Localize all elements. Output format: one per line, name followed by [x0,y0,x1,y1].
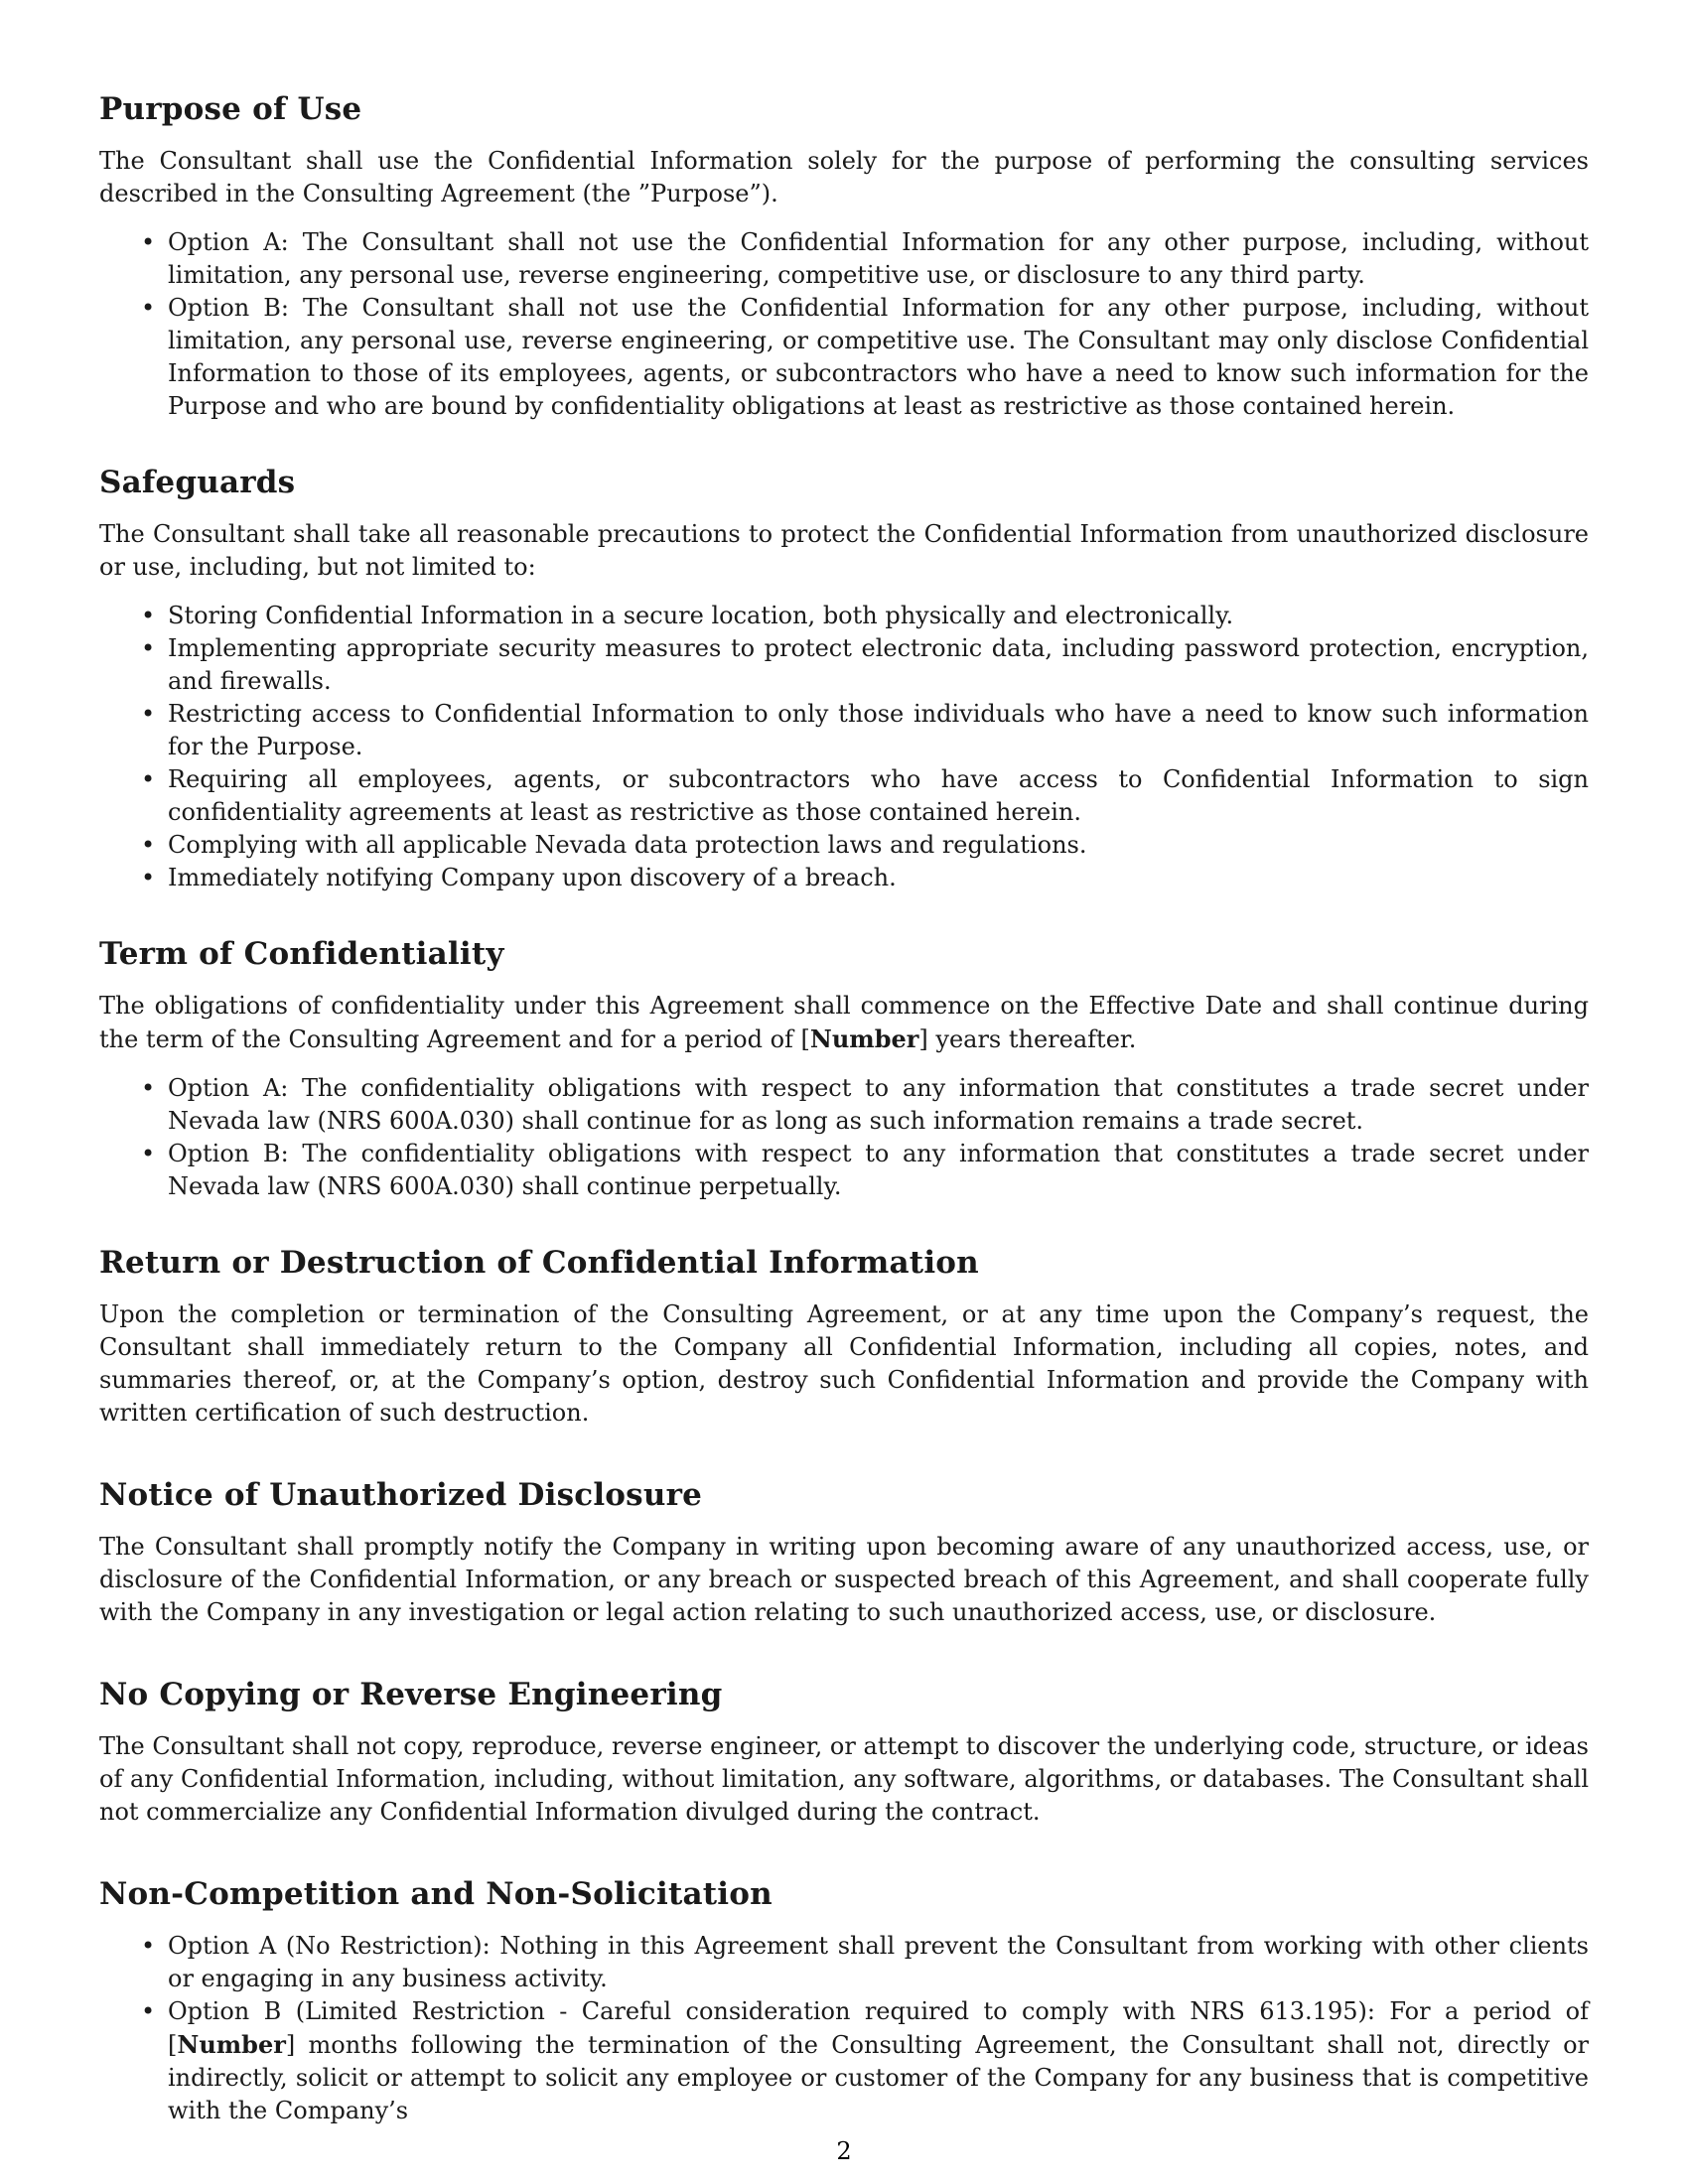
section-return-or-destruction [99,1243,1589,1430]
section-heading: Notice of Unauthorized Disclosure [99,1477,703,1513]
list-item: • Restricting access to Confidential Information to only those individuals who have a need to know such information for the Purpose. [168,698,1589,763]
bullet-list [99,226,1589,423]
section-heading: Return or Destruction of Confidential Information [99,1245,979,1281]
section-term-of-confidentiality [99,934,1589,1203]
paragraph-text: ] years thereafter. [918,1025,1137,1053]
number-placeholder: Number [177,2030,286,2059]
paragraph-text: The obligations of confidentiality under this Agreement shall commence on the Effective Date and shall continue during the term of the Consulting Agreement and for a period of [ [99,992,1589,1053]
section-safeguards [99,463,1589,894]
section-no-copying [99,1675,1589,1829]
section-paragraph: The Consultant shall take all reasonable precautions to protect the Confidential Information from unauthorized disclosure or use, including, but not limited to: [99,520,1589,581]
list-item: • Requiring all employees, agents, or subcontractors who have access to Confidential Information to sign confidentiality agreements at least as restrictive as those contained herein. [168,763,1589,829]
list-item: • Implementing appropriate security measures to protect electronic data, including password protection, encryption, and firewalls. [168,632,1589,698]
list-item: • Immediately notifying Company upon discovery of a breach. [168,862,1589,894]
section-heading: Safeguards [99,465,296,500]
section-purpose-of-use [99,89,1589,423]
section-paragraph: The Consultant shall promptly notify the Company in writing upon becoming aware of any unauthorized access, use, or disclosure of the Confidential Information, or any breach or suspected breach of this Agreement, and shall cooperate fully with the Company in any investigation or legal action relating to such unauthorized access, use, or disclosure. [99,1533,1589,1626]
list-item-text: ] months following the termination of the Consulting Agreement, the Consultant shall not, directly or indirectly, solicit or attempt to solicit any employee or customer of the Company for any business that is competitive with the Company’s [168,2031,1589,2124]
list-item: • Option A (No Restriction): Nothing in this Agreement shall prevent the Consultant from working with other clients or engaging in any business activity. [168,1930,1589,1995]
list-item-text: Option B (Limited Restriction - Careful consideration required to comply with NRS 613.195): For a period of [ [168,1997,1589,2059]
list-item: • Option A: The Consultant shall not use the Confidential Information for any other purpose, including, without limitation, any personal use, reverse engineering, competitive use, or disclosure to any third party. [168,226,1589,292]
number-placeholder: Number [809,1024,919,1053]
list-item: • Option B: The confidentiality obligations with respect to any information that constitutes a trade secret under Nevada law (NRS 600A.030) shall continue perpetually. [168,1138,1589,1203]
section-paragraph: The Consultant shall not copy, reproduce, reverse engineer, or attempt to discover the underlying code, structure, or ideas of any Confidential Information, including, without limitation, any software, algorithms, or databases. The Consultant shall not commercialize any Confidential Information divulged during the contract. [99,1732,1589,1826]
section-notice-of-unauthorized-disclosure [99,1475,1589,1629]
bullet-list [99,1072,1589,1203]
section-non-competition [99,1874,1589,2127]
section-heading: Purpose of Use [99,91,362,127]
list-item: • Complying with all applicable Nevada data protection laws and regulations. [168,829,1589,862]
list-item [168,1995,1589,2127]
list-item: • Option B: The Consultant shall not use the Confidential Information for any other purpose, including, without limitation, any personal use, reverse engineering, or competitive use. The Consultant may only disclose Confidential Information to those of its employees, agents, or subcontractors who have a need to know such information for the Purpose and who are bound by confidentiality obligations at least as restrictive as those contained herein. [168,292,1589,423]
section-paragraph: Upon the completion or termination of the Consulting Agreement, or at any time upon the Company’s request, the Consultant shall immediately return to the Company all Confidential Information, including all copies, notes, and summaries thereof, or, at the Company’s option, destroy such Confidential Information and provide the Company with written certification of such destruction. [99,1300,1589,1427]
bullet-list [99,1930,1589,2127]
section-paragraph [99,990,1589,1056]
section-paragraph: The Consultant shall use the Confidential Information solely for the purpose of performing the consulting services described in the Consulting Agreement (the ”Purpose”). [99,147,1589,207]
section-heading: No Copying or Reverse Engineering [99,1677,723,1712]
page-number: 2 [836,2137,852,2165]
section-heading: Term of Confidentiality [99,936,504,972]
bullet-list [99,600,1589,894]
section-heading: Non-Competition and Non-Solicitation [99,1876,773,1912]
list-item: • Option A: The confidentiality obligations with respect to any information that constitutes a trade secret under Nevada law (NRS 600A.030) shall continue for as long as such information remains a trade secret. [168,1072,1589,1138]
list-item: • Storing Confidential Information in a secure location, both physically and electronically. [168,600,1589,632]
